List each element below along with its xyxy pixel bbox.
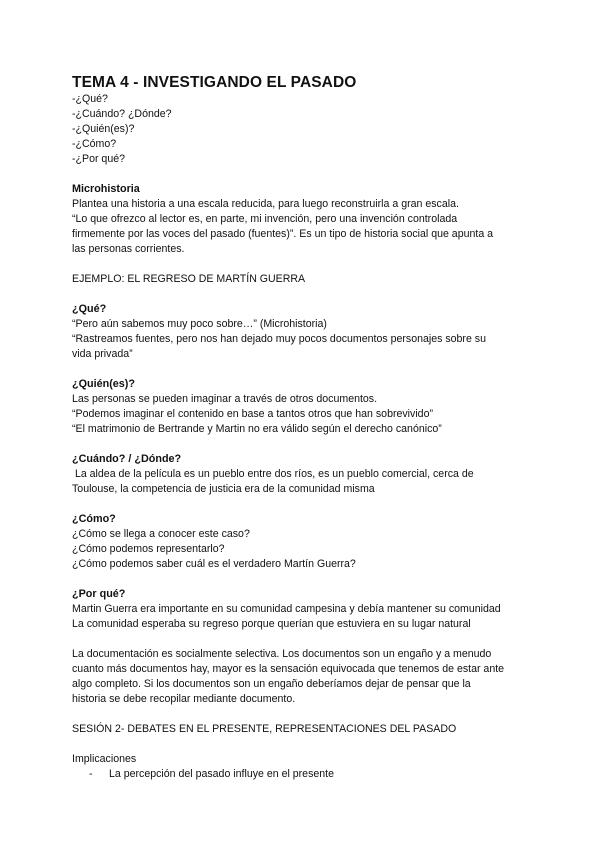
question-line: -¿Por qué?	[72, 153, 125, 165]
paragraph-line: “Podemos imaginar el contenido en base a tantos otros que han sobrevivido”	[72, 408, 433, 420]
paragraph-line: cuanto más documentos hay, mayor es la sensación equivocada que tenemos de estar ante	[72, 663, 505, 675]
paragraph-line: Martin Guerra era importante en su comunidad campesina y debía mantener su comunidad	[72, 603, 501, 615]
microhistoria-heading: Microhistoria	[72, 183, 140, 195]
section-heading-que: ¿Qué?	[72, 303, 107, 315]
paragraph-line: vida privada”	[72, 348, 133, 360]
implicaciones-label: Implicaciones	[72, 753, 137, 765]
question-line: -¿Qué?	[72, 93, 108, 105]
list-bullet: -	[89, 768, 93, 780]
paragraph-line: ¿Cómo podemos saber cuál es el verdadero Martín Guerra?	[72, 558, 356, 570]
paragraph-line: “Lo que ofrezco al lector es, en parte, mi invención, pero una invención controlada	[72, 213, 458, 225]
paragraph-line: historia se debe recopilar mediante documento.	[72, 693, 296, 705]
section-heading-como: ¿Cómo?	[72, 513, 116, 525]
section-heading-quienes: ¿Quién(es)?	[72, 378, 135, 390]
paragraph-line: La comunidad esperaba su regreso porque querían que estuviera en su lugar natural	[72, 618, 471, 630]
paragraph-line: firmemente por las voces del pasado (fuentes)”. Es un tipo de historia social que apunta a	[72, 228, 494, 240]
section-heading-por-que: ¿Por qué?	[72, 588, 126, 600]
paragraph-line: “Pero aún sabemos muy poco sobre…” (Microhistoria)	[72, 318, 327, 330]
list-item	[72, 767, 532, 782]
paragraph-line: “El matrimonio de Bertrande y Martin no era válido según el derecho canónico”	[72, 423, 442, 435]
paragraph-line: “Rastreamos fuentes, pero nos han dejado muy pocos documentos personajes sobre su	[72, 333, 486, 345]
list-item-text: La percepción del pasado influye en el presente	[109, 768, 334, 780]
paragraph-line: ¿Cómo se llega a conocer este caso?	[72, 528, 250, 540]
example-title: EJEMPLO: EL REGRESO DE MARTÍN GUERRA	[72, 273, 306, 285]
paragraph-line: La aldea de la película es un pueblo entre dos ríos, es un pueblo comercial, cerca de	[72, 468, 474, 480]
paragraph-line: Plantea una historia a una escala reducida, para luego reconstruirla a gran escala.	[72, 198, 459, 210]
question-line: -¿Quién(es)?	[72, 123, 135, 135]
paragraph-line: Las personas se pueden imaginar a través de otros documentos.	[72, 393, 378, 405]
paragraph-line: Toulouse, la competencia de justicia era de la comunidad misma	[72, 483, 375, 495]
document-title: TEMA 4 - INVESTIGANDO EL PASADO	[72, 74, 357, 91]
document-page	[72, 74, 532, 782]
paragraph-line: las personas corrientes.	[72, 243, 185, 255]
question-line: -¿Cuándo? ¿Dónde?	[72, 108, 172, 120]
paragraph-line: algo completo. Si los documentos son un engaño deberíamos dejar de pensar que la	[72, 678, 471, 690]
paragraph-line: La documentación es socialmente selectiva. Los documentos son un engaño y a menudo	[72, 648, 492, 660]
question-line: -¿Cómo?	[72, 138, 117, 150]
session-title: SESIÓN 2- DEBATES EN EL PRESENTE, REPRESENTACIONES DEL PASADO	[72, 723, 457, 735]
paragraph-line: ¿Cómo podemos representarlo?	[72, 543, 225, 555]
section-heading-cuando-donde: ¿Cuándo? / ¿Dónde?	[72, 453, 182, 465]
